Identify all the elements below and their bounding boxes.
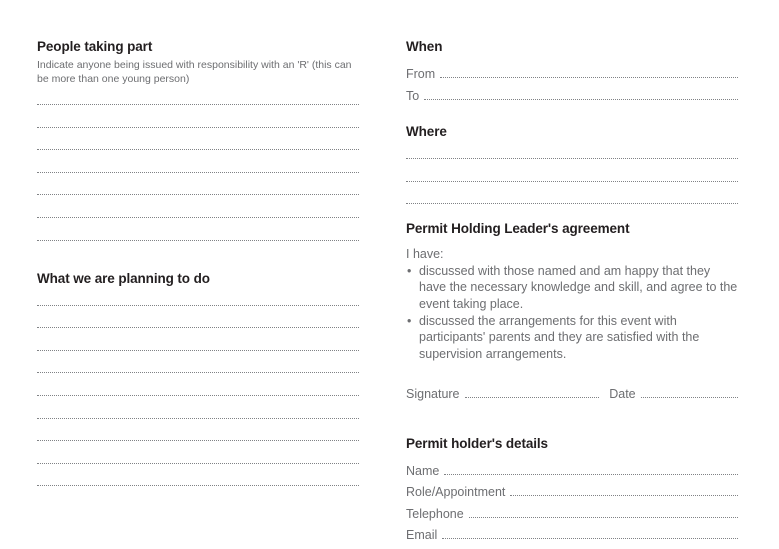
permit-holder-details-section [406,435,738,547]
people-taking-part-instruction: Indicate anyone being issued with responsibility with an 'R' (this can be more than one young person) [37,59,352,85]
section-spacer [406,107,738,123]
write-in-line[interactable] [37,464,359,487]
people-taking-part-section [37,38,359,241]
permit-holding-leader-agreement-section [406,220,738,406]
field-role-appointment-input[interactable] [510,482,738,496]
field-from[interactable] [406,64,738,86]
signature-label: Signature [406,387,460,402]
field-telephone[interactable] [406,504,738,526]
field-telephone-label: Telephone [406,506,464,521]
date-label: Date [609,387,636,402]
where-write-in-lines[interactable] [406,140,738,204]
date-input[interactable] [641,384,738,398]
field-to-input[interactable] [424,86,738,100]
write-in-line[interactable] [37,173,359,196]
field-to-label: To [406,88,420,103]
field-from-label: From [406,67,436,81]
field-name-input[interactable] [444,461,738,475]
field-role-appointment-label: Role/Appointment [406,485,506,500]
field-email[interactable] [406,525,738,547]
bullet-icon: • [407,313,412,328]
write-in-line[interactable] [37,306,359,329]
section-spacer [406,406,738,435]
field-email-input[interactable] [442,525,738,539]
write-in-line[interactable] [37,105,359,128]
field-to[interactable] [406,86,738,108]
write-in-line[interactable] [406,140,738,159]
field-email-label: Email [406,528,438,543]
where-heading: Where [406,124,447,139]
section-spacer [37,241,359,270]
where-section [406,123,738,204]
signature-spacer [406,362,738,384]
list-item-text: discussed with those named and am happy that they have the necessary knowledge and skill, and agree to the event taking place. [419,263,738,311]
write-in-line[interactable] [37,328,359,351]
what-we-are-planning-heading: What we are planning to do [37,270,210,286]
write-in-line[interactable] [37,86,359,105]
field-name-label: Name [406,463,440,478]
write-in-line[interactable] [37,373,359,396]
permit-holding-leader-agreement-heading: Permit Holding Leader's agreement [406,221,630,237]
what-we-are-planning-section [37,270,359,487]
field-telephone-input[interactable] [469,504,738,518]
people-taking-part-write-in-lines[interactable] [37,86,359,241]
list-item [406,313,738,363]
agreement-bullet-list [406,263,738,363]
what-we-are-planning-write-in-lines[interactable] [37,287,359,487]
list-item-text: discussed the arrangements for this event with participants' parents and they are satisfied with the supervision arrangements. [419,313,700,361]
field-from-input[interactable] [440,64,738,78]
list-item [406,263,738,313]
write-in-line[interactable] [37,441,359,464]
signature-input[interactable] [465,384,600,398]
field-name[interactable] [406,461,738,483]
when-section [406,38,738,107]
write-in-line[interactable] [37,287,359,306]
write-in-line[interactable] [37,195,359,218]
signature-date-row[interactable] [406,384,738,406]
agreement-intro: I have: [406,247,444,262]
permit-holder-details-heading: Permit holder's details [406,435,548,451]
heading-spacer [406,237,738,246]
field-role-appointment[interactable] [406,482,738,504]
section-spacer [406,204,738,220]
people-taking-part-heading: People taking part [37,39,153,54]
left-column [37,38,359,486]
write-in-line[interactable] [37,351,359,374]
write-in-line[interactable] [406,159,738,182]
when-heading: When [406,39,443,54]
write-in-line[interactable] [406,182,738,205]
write-in-line[interactable] [37,150,359,173]
write-in-line[interactable] [37,128,359,151]
heading-spacer [406,452,738,461]
write-in-line[interactable] [37,218,359,241]
right-column [406,38,738,547]
write-in-line[interactable] [37,396,359,419]
write-in-line[interactable] [37,419,359,442]
bullet-icon: • [407,263,412,278]
heading-spacer [406,55,738,64]
